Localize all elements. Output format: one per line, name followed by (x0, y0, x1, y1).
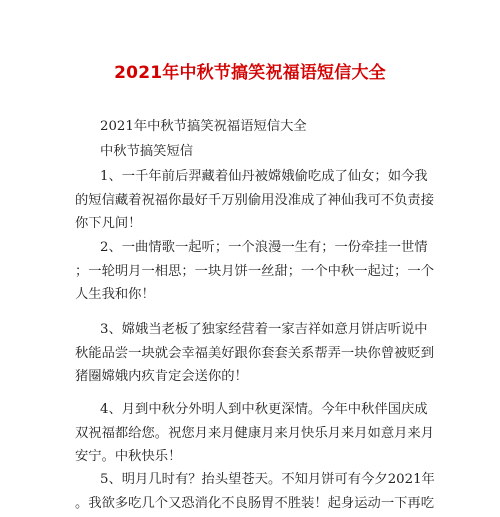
paragraph-line: 人生我和你！ (75, 287, 155, 302)
paragraph-3 (75, 318, 435, 389)
paragraph-line: 。我欲多吃几个又恐消化不良肠胃不胜装！起身运动一下再吃 (75, 495, 435, 511)
paragraph-line: ；一轮明月一相思；一块月饼一丝甜；一个中秋一起过；一个 (75, 263, 435, 279)
paragraph-line: 安宁。中秋快乐！ (75, 449, 182, 464)
document-title: 2021年中秋节搞笑祝福语短信大全 (114, 63, 386, 83)
paragraph-line: 2、一曲情歌一起听；一个浪漫一生有；一份牵挂一世情 (100, 240, 428, 255)
paragraph-line: 双祝福都给您。祝您月来月健康月来月快乐月来月如意月来月 (75, 425, 435, 441)
intro-title: 2021年中秋节搞笑祝福语短信大全 (100, 119, 307, 134)
paragraph-1 (75, 165, 435, 236)
section-heading: 中秋节搞笑短信 (100, 144, 194, 159)
paragraph-line: 秋能品尝一块就会幸福美好跟你套套关系帮弄一块你曾被贬到 (75, 345, 435, 361)
paragraph-line: 你下凡间！ (75, 216, 142, 231)
paragraph-line: 猪圈嫦娥内疚肯定会送你的！ (75, 369, 248, 384)
paragraph-line: 1、一千年前后羿藏着仙丹被嫦娥偷吃成了仙女；如今我 (100, 169, 428, 184)
paragraph-4 (75, 398, 435, 469)
paragraph-5 (75, 468, 435, 515)
paragraph-line: 的短信藏着祝福你最好千万别偷用没准成了神仙我可不负责接 (75, 192, 435, 208)
paragraph-line: 5、明月几时有？抬头望苍天。不知月饼可有今夕2021年 (100, 472, 435, 487)
paragraph-line: 4、月到中秋分外明人到中秋更深情。今年中秋伴国庆成 (100, 402, 428, 417)
paragraph-line: 3、嫦娥当老板了独家经营着一家吉祥如意月饼店听说中 (100, 322, 428, 337)
paragraph-2 (75, 236, 435, 307)
